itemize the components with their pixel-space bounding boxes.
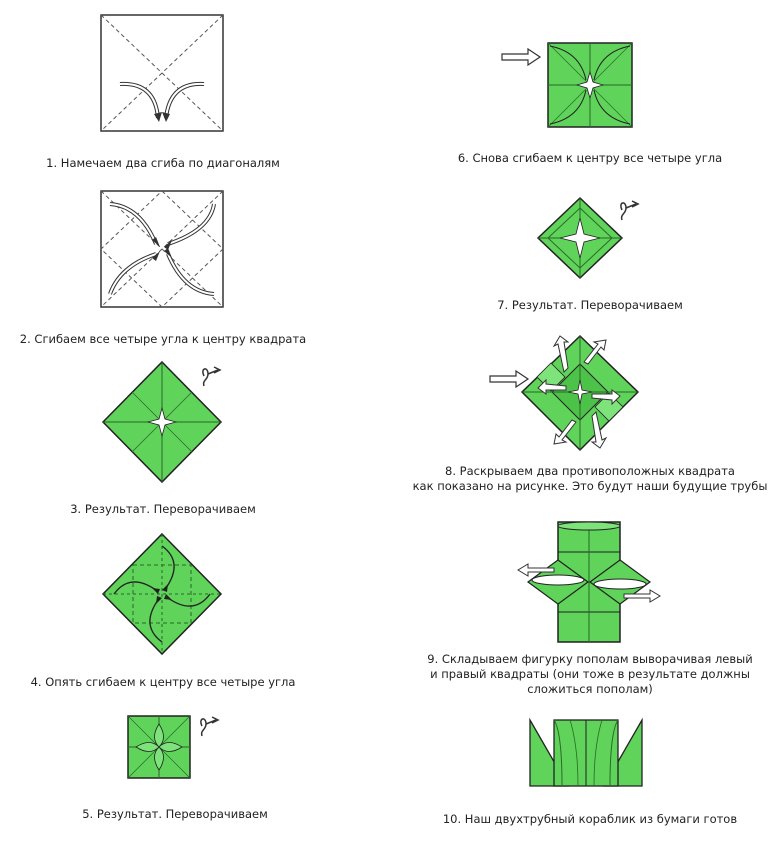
step-2-caption: 2. Сгибаем все четыре угла к центру квадрата xyxy=(19,332,307,346)
step-8-diagram xyxy=(488,332,648,454)
arrow-right-icon xyxy=(502,49,540,65)
step-3-caption: 3. Результат. Переворачиваем xyxy=(70,502,256,516)
step-10-caption: 10. Наш двухтрубный кораблик из бумаги готов xyxy=(442,812,738,826)
caption-line: 9. Складываем фигурку пополам выворачивая левый xyxy=(427,652,753,666)
step-1-diagram xyxy=(100,14,224,132)
step-7-diagram xyxy=(536,194,646,284)
caption-line: и правый квадраты (они тоже в результате должны xyxy=(430,667,750,681)
arrow-right-icon xyxy=(490,371,528,387)
step-6-caption: 6. Снова сгибаем к центру все четыре угла xyxy=(457,151,723,165)
caption-line: сложиться пополам) xyxy=(527,682,653,696)
caption-line: 8. Раскрываем два противоположных квадрата xyxy=(445,464,735,478)
step-3-diagram xyxy=(100,360,230,484)
step-8-caption xyxy=(340,464,782,494)
step-4-diagram xyxy=(100,532,224,656)
step-4-caption: 4. Опять сгибаем к центру все четыре угла xyxy=(30,675,296,689)
caption-line: как показано на рисунке. Это будут наши будущие трубы xyxy=(412,479,768,493)
step-6-diagram xyxy=(500,40,640,130)
step-2-diagram xyxy=(100,190,224,308)
step-7-caption: 7. Результат. Переворачиваем xyxy=(497,298,683,312)
step-10-diagram xyxy=(528,716,644,790)
step-9-diagram xyxy=(514,518,664,646)
step-5-diagram xyxy=(126,712,226,782)
step-5-caption: 5. Результат. Переворачиваем xyxy=(82,807,268,821)
step-1-caption: 1. Намечаем два сгиба по диагоналям xyxy=(46,156,280,170)
step-9-caption xyxy=(340,652,782,697)
